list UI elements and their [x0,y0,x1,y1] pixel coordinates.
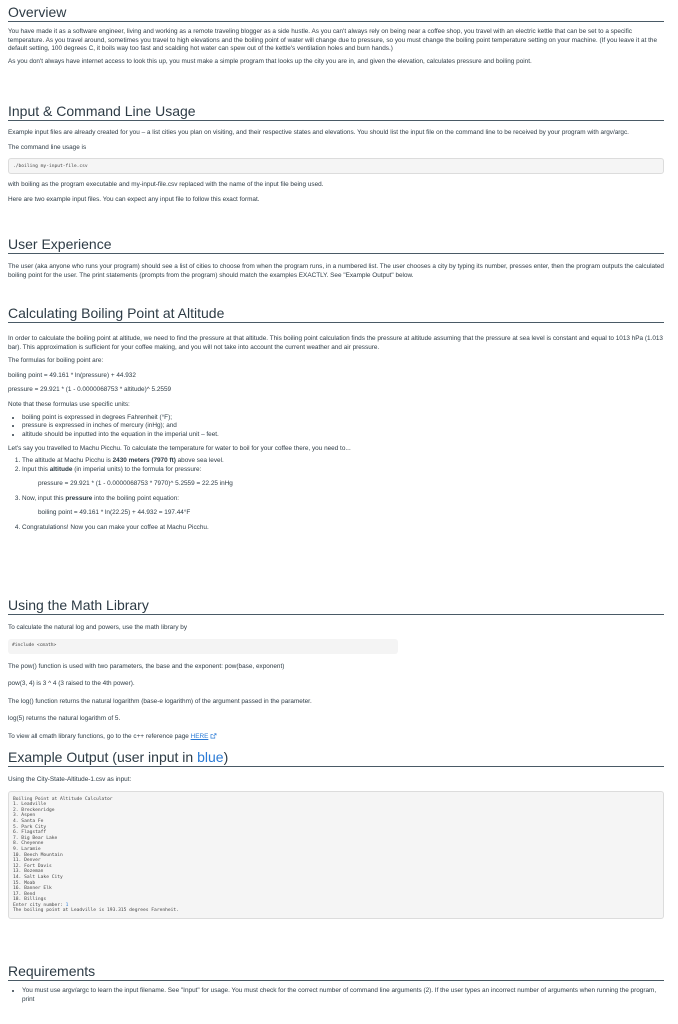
city-option: 13. Bozeman [13,869,44,875]
requirements-section [8,963,664,1004]
external-link-icon[interactable] [210,733,217,739]
example-output-block [8,791,664,919]
requirements-heading: Requirements [8,963,664,981]
city-option: 7. Big Bear Lake [13,835,58,841]
unit-item: • pressure is expressed in inches of mercury (inHg); and [22,422,664,431]
reference-link[interactable]: HERE [190,732,209,740]
example-heading: Example Output (user input in blue) [8,749,664,767]
city-option: 3. Aspen [13,813,36,819]
math-paragraph-1: To calculate the natural log and powers, use the math library by [8,624,188,631]
example-paragraph-1: Using the City-State-Altitude-1.csv as input: [8,776,132,783]
city-option: 2. Breckenridge [13,807,55,813]
unit-item: • boiling point is expressed in degrees Fahrenheit (°F); [22,414,664,423]
city-option: 17. Bend [13,891,36,897]
usage-code-block [8,158,664,174]
output-title: Boiling Point at Altitude Calculator [13,796,113,802]
step-3-formula: boiling point = 49.161 * ln(22.25) + 44.932 = 197.44°F [38,509,191,517]
city-option: 11. Denver [13,858,41,864]
log-description: The log() function returns the natural logarithm (base-e logarithm) of the argument passed in the parameter. [8,697,312,705]
result-line: The boiling point at Leadville is 193.315 degrees Farenheit. [13,908,179,914]
unit-item: • altitude should be inputted into the equation in the imperial unit – feet. [22,431,664,440]
input-paragraph-3: with boiling as the program executable and my-input-file.csv replaced with the name of the input file being used. [8,181,324,189]
calc-heading: Calculating Boiling Point at Altitude [8,305,664,323]
city-option: 10. Beech Mountain [13,852,63,858]
calc-section [8,305,664,533]
include-code-block [8,639,398,654]
city-option: 12. Fort Davis [13,863,52,869]
usage-code: ./boiling my-input-file.csv [13,164,88,170]
input-paragraph-1: Example input files are already created for you – a list cities you plan on visiting, and their respective states and elevations. You should list the input file on the command line to be received by your program with argv/argc. [8,129,629,136]
overview-paragraph-1: You have made it as a software engineer, living and working as a remote traveling blogger as a side hustle. As you can't always rely on being near a coffee shop, you travel with an electric kettle that can be set to a specific temperature. As you travel around, sometimes you travel to high elevations and the boiling point of water will change due to pressure, so you must change the boiling point temperature setting on your machine. (If you leave it at the default setting, 100 degrees C, it boils way too fast and scalding hot water can spew out of the kettle's ventilation holes and burn hands.) [8,28,658,53]
units-note: Note that these formulas use specific units: [8,400,130,408]
city-option: 5. Park City [13,824,47,830]
example-heading-blue: blue [197,749,224,765]
overview-heading: Overview [8,4,664,22]
ux-heading: User Experience [8,236,664,254]
formulas-label: The formulas for boiling point are: [8,357,104,365]
step-4: 4. Congratulations! Now you can make your coffee at Machu Picchu. [22,524,664,533]
city-option: 15. Moab [13,880,36,886]
usage-label: The command line usage is [8,143,87,151]
step-2: 2. Input this altitude (in imperial units) to the formula for pressure: pressure = 29.921 * (1 - 0.0000068753 * 7970)^ 5.2559 = 22.25 inHg [22,466,664,489]
input-paragraph-4: Here are two example input files. You can expect any input file to follow this exact format. [8,195,260,203]
ux-paragraph-1: The user (aka anyone who runs your program) should see a list of cities to choose from when the program runs, in a numbered list. The user chooses a city by typing its number, presses enter, then the program outputs the calculated boiling point for the user. The print statements (prompts from the program) should match the examples EXACTLY. See "Example Output" below. [8,263,664,279]
overview-section [8,4,664,66]
city-list [13,802,659,903]
city-option: 18. Billings [13,897,47,903]
math-heading: Using the Math Library [8,597,664,615]
include-code: #include <cmath> [12,642,57,648]
log-example: log(5) returns the natural logarithm of 5. [8,715,121,723]
user-input: 1 [65,902,69,908]
math-section [8,597,664,742]
machu-picchu-intro: Let's say you travelled to Machu Picchu. To calculate the temperature for water to boil for your coffee there, you need to... [8,445,351,453]
pow-description: The pow() function is used with two parameters, the base and the exponent: pow(base, exponent) [8,662,285,670]
city-option: 1. Leadville [13,802,47,808]
step-1: 1. The altitude at Machu Picchu is 2430 meters (7970 ft) above sea level. [22,457,664,466]
input-section [8,103,664,204]
requirements-list [8,987,664,1004]
input-heading: Input & Command Line Usage [8,103,664,121]
prompt-line: Enter city number: 1 [13,902,69,908]
pressure-formula: pressure = 29.921 * (1 - 0.0000068753 * altitude)^ 5.2559 [8,386,172,394]
boiling-point-formula: boiling point = 49.161 * ln(pressure) + 44.932 [8,371,136,379]
step-2-formula: pressure = 29.921 * (1 - 0.0000068753 * 7970)^ 5.2559 = 22.25 inHg [38,480,233,488]
city-option: 14. Salt Lake City [13,874,63,880]
example-section [8,749,664,919]
step-3: 3. Now, input this pressure into the boiling point equation: boiling point = 49.161 * ln(22.25) + 44.932 = 197.44°F [22,495,664,518]
pow-example: pow(3, 4) is 3 ^ 4 (3 raised to the 4th power). [8,680,135,688]
requirement-item: • You must use argv/argc to learn the input filename. See "Input" for usage. You must check for the correct number of command line arguments (2). If the user types an incorrect number of arguments when running the program, print [22,987,664,1004]
ux-section [8,236,664,280]
steps-list [8,457,664,533]
reference-paragraph: To view all cmath library functions, go to the c++ reference page HERE [8,733,664,742]
city-option: 8. Cheyenne [13,841,44,847]
overview-paragraph-2: As you don't always have internet access to look this up, you must make a simple program that looks up the city you are in, and given the elevation, calculates pressure and boiling point. [8,57,532,65]
calc-paragraph-1: In order to calculate the boiling point at altitude, we need to find the pressure at that altitude. This boiling point calculation finds the pressure at altitude assuming that the pressure at sea level is constant and equal to 1013 hPa (1.013 bar). This approximation is sufficient for your coffee making, and you will not take into account the current weather and air pressure. [8,335,663,351]
units-list [8,414,664,440]
city-option: 16. Banner Elk [13,886,52,892]
city-option: 6. Flagstaff [13,830,47,836]
city-option: 9. Laramie [13,846,41,852]
city-option: 4. Santa Fe [13,818,44,824]
